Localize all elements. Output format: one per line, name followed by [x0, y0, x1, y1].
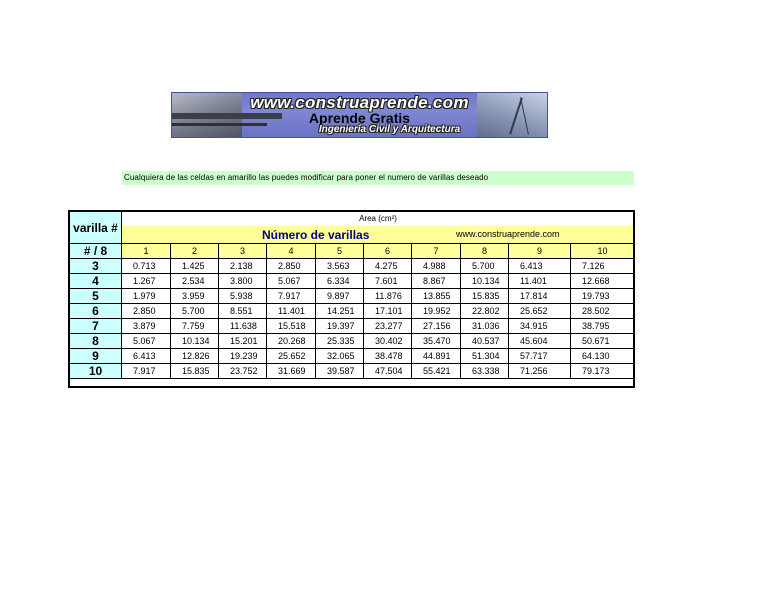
- column-header[interactable]: 10: [571, 244, 635, 259]
- row-label: 9: [70, 349, 122, 364]
- column-header[interactable]: 3: [219, 244, 267, 259]
- column-header[interactable]: 6: [364, 244, 412, 259]
- area-cell: 31.036: [461, 319, 509, 334]
- corner-label: varilla #: [70, 212, 122, 244]
- area-cell: 23.752: [219, 364, 267, 379]
- area-cell: 1.979: [122, 289, 171, 304]
- area-cell: 25.335: [316, 334, 364, 349]
- column-header[interactable]: 9: [509, 244, 571, 259]
- banner-url: www.construaprende.com: [250, 93, 469, 112]
- row-label: 5: [70, 289, 122, 304]
- area-cell: 3.959: [171, 289, 219, 304]
- area-cell: 45.604: [509, 334, 571, 349]
- area-cell: 22.802: [461, 304, 509, 319]
- area-cell: 25.652: [267, 349, 316, 364]
- area-cell: 35.470: [412, 334, 461, 349]
- area-cell: 12.668: [571, 274, 635, 289]
- area-cell: 8.867: [412, 274, 461, 289]
- area-cell: 57.717: [509, 349, 571, 364]
- area-cell: 2.850: [267, 259, 316, 274]
- banner-subtitle: Ingeniería Civil y Arquitectura: [318, 124, 461, 135]
- area-cell: 23.277: [364, 319, 412, 334]
- area-cell: 9.897: [316, 289, 364, 304]
- row-label: 7: [70, 319, 122, 334]
- area-cell: 50.671: [571, 334, 635, 349]
- area-cell: 71.256: [509, 364, 571, 379]
- area-cell: 15.518: [267, 319, 316, 334]
- area-cell: 7.917: [267, 289, 316, 304]
- area-cell: 3.879: [122, 319, 171, 334]
- area-cell: 17.814: [509, 289, 571, 304]
- area-cell: 11.876: [364, 289, 412, 304]
- table-row: [70, 319, 635, 334]
- area-cell: 38.795: [571, 319, 635, 334]
- area-cell: 34.915: [509, 319, 571, 334]
- area-cell: 4.275: [364, 259, 412, 274]
- area-cell: 19.239: [219, 349, 267, 364]
- area-cell: 44.891: [412, 349, 461, 364]
- area-label: Area (cm²): [122, 212, 635, 226]
- column-header[interactable]: 4: [267, 244, 316, 259]
- row-label: 6: [70, 304, 122, 319]
- area-cell: 15.835: [461, 289, 509, 304]
- area-cell: 5.700: [171, 304, 219, 319]
- area-cell: 2.850: [122, 304, 171, 319]
- area-cell: 6.413: [122, 349, 171, 364]
- area-cell: 28.502: [571, 304, 635, 319]
- area-cell: 7.126: [571, 259, 635, 274]
- area-cell: 19.397: [316, 319, 364, 334]
- area-cell: 15.835: [171, 364, 219, 379]
- area-cell: 0.713: [122, 259, 171, 274]
- area-cell: 7.917: [122, 364, 171, 379]
- area-cell: 63.338: [461, 364, 509, 379]
- table-row: [70, 349, 635, 364]
- area-cell: 12.826: [171, 349, 219, 364]
- column-header[interactable]: 2: [171, 244, 219, 259]
- area-cell: 15.201: [219, 334, 267, 349]
- area-cell: 5.067: [122, 334, 171, 349]
- area-cell: 14.251: [316, 304, 364, 319]
- column-header[interactable]: 1: [122, 244, 171, 259]
- area-cell: 11.401: [267, 304, 316, 319]
- banner-tagline: Aprende Gratis: [308, 110, 411, 126]
- row-label: 8: [70, 334, 122, 349]
- area-cell: 2.534: [171, 274, 219, 289]
- area-cell: 5.067: [267, 274, 316, 289]
- table-title-cell: [122, 226, 635, 244]
- area-cell: 7.759: [171, 319, 219, 334]
- area-cell: 10.134: [461, 274, 509, 289]
- corner-sub-label: # / 8: [70, 244, 122, 259]
- rebar-area-table: [69, 211, 635, 379]
- area-cell: 6.413: [509, 259, 571, 274]
- instruction-note: Cualquiera de las celdas en amarillo las puedes modificar para poner el numero de varillas deseado: [122, 171, 634, 185]
- area-cell: 79.173: [571, 364, 635, 379]
- column-header[interactable]: 5: [316, 244, 364, 259]
- area-cell: 1.267: [122, 274, 171, 289]
- area-cell: 5.938: [219, 289, 267, 304]
- area-cell: 47.504: [364, 364, 412, 379]
- area-cell: 5.700: [461, 259, 509, 274]
- row-label: 3: [70, 259, 122, 274]
- area-cell: 19.793: [571, 289, 635, 304]
- area-cell: 31.669: [267, 364, 316, 379]
- column-header[interactable]: 8: [461, 244, 509, 259]
- area-cell: 17.101: [364, 304, 412, 319]
- area-cell: 13.855: [412, 289, 461, 304]
- column-header[interactable]: 7: [412, 244, 461, 259]
- area-cell: 8.551: [219, 304, 267, 319]
- table-row: [70, 304, 635, 319]
- table-site-url: www.construaprende.com: [456, 228, 560, 239]
- area-cell: 27.156: [412, 319, 461, 334]
- row-label: 4: [70, 274, 122, 289]
- area-cell: 3.563: [316, 259, 364, 274]
- table-row: [70, 274, 635, 289]
- table-title: Número de varillas: [262, 227, 370, 242]
- area-cell: 38.478: [364, 349, 412, 364]
- area-cell: 55.421: [412, 364, 461, 379]
- area-cell: 7.601: [364, 274, 412, 289]
- area-cell: 19.952: [412, 304, 461, 319]
- area-cell: 39.587: [316, 364, 364, 379]
- area-cell: 20.268: [267, 334, 316, 349]
- area-cell: 3.800: [219, 274, 267, 289]
- table-row: [70, 289, 635, 304]
- area-cell: 64.130: [571, 349, 635, 364]
- area-cell: 1.425: [171, 259, 219, 274]
- area-cell: 30.402: [364, 334, 412, 349]
- table-row: [70, 259, 635, 274]
- area-cell: 40.537: [461, 334, 509, 349]
- area-cell: 11.638: [219, 319, 267, 334]
- area-cell: 2.138: [219, 259, 267, 274]
- area-cell: 25.652: [509, 304, 571, 319]
- row-label: 10: [70, 364, 122, 379]
- area-cell: 4.988: [412, 259, 461, 274]
- table-row: [70, 364, 635, 379]
- area-cell: 32.065: [316, 349, 364, 364]
- area-cell: 10.134: [171, 334, 219, 349]
- area-cell: 11.401: [509, 274, 571, 289]
- area-cell: 6.334: [316, 274, 364, 289]
- table-row: [70, 334, 635, 349]
- area-cell: 51.304: [461, 349, 509, 364]
- site-banner[interactable]: [171, 92, 548, 138]
